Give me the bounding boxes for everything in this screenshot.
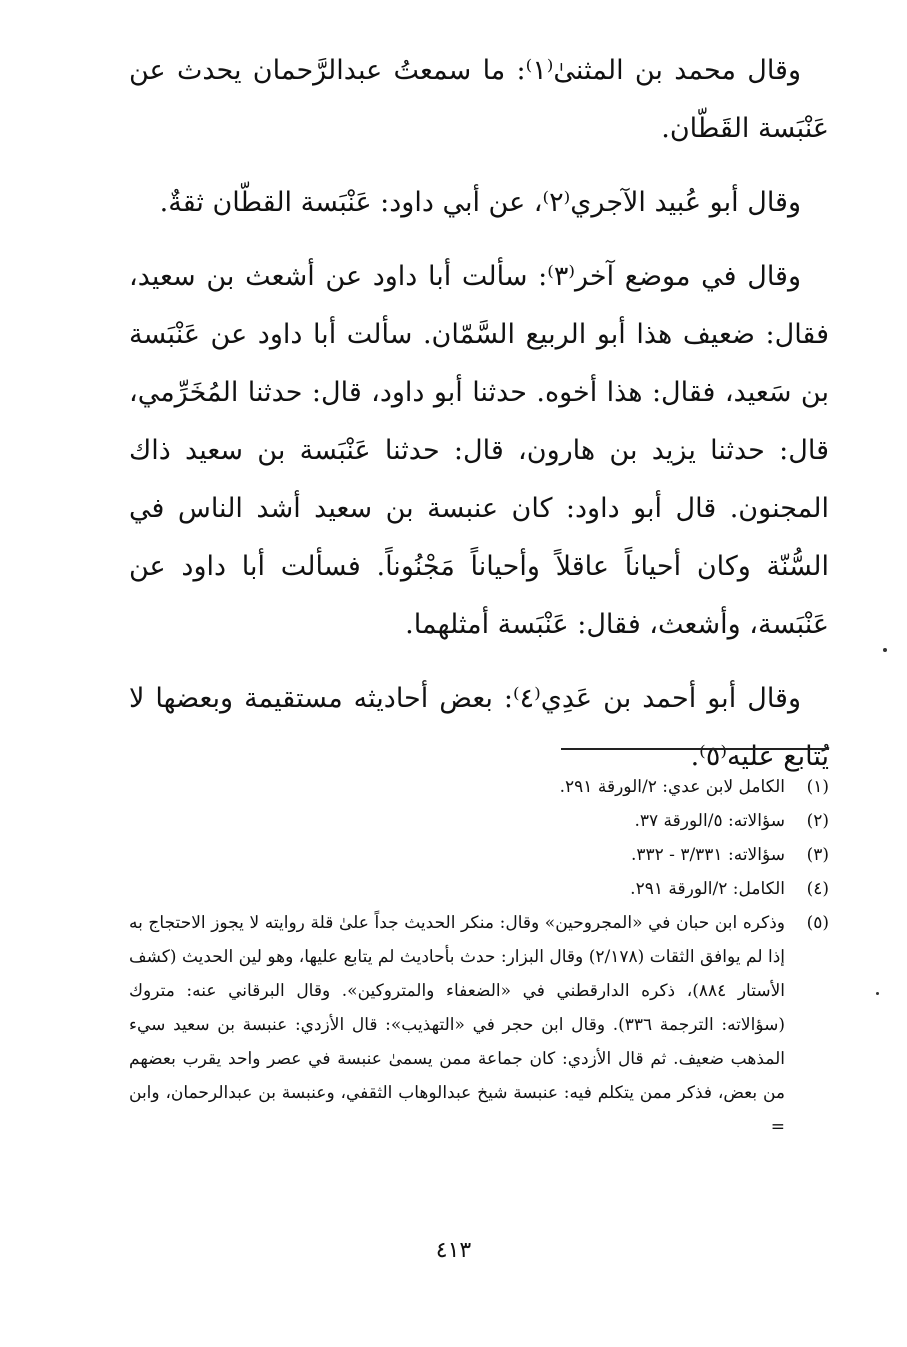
paragraph-2: وقال أبو عُبيد الآجري⁽٢⁾، عن أبي داود: عَنْبَسة القطّان ثقةٌ. — [159, 187, 801, 218]
footnote-separator — [561, 748, 829, 750]
footnote-text: سؤالاته: ٥/الورقة ٣٧. — [634, 811, 785, 831]
footnote-3 — [129, 838, 829, 872]
footnote-number: (٢) — [806, 811, 829, 831]
footnote-1 — [129, 770, 829, 804]
scan-speck — [876, 992, 879, 995]
footnote-5 — [129, 906, 829, 1144]
footnote-2 — [129, 804, 829, 838]
footnote-text: الكامل: ٢/الورقة ٢٩١. — [630, 879, 785, 899]
footnote-text: الكامل لابن عدي: ٢/الورقة ٢٩١. — [559, 777, 785, 797]
paragraph-1: وقال محمد بن المثنىٰ⁽١⁾: ما سمعتُ عبدالرَّحمان يحدث عن عَنْبَسة القَطّان. — [129, 55, 829, 144]
footnote-number: (٣) — [806, 845, 829, 865]
page-number: ٤١٣ — [435, 1238, 472, 1263]
main-text — [129, 42, 829, 786]
footnote-number: (١) — [806, 777, 829, 797]
footnote-text: سؤالاته: ٣/٣٣١ - ٣٣٢. — [630, 845, 785, 865]
paragraph-3: وقال في موضع آخر⁽٣⁾: سألت أبا داود عن أشعث بن سعيد، فقال: ضعيف هذا أبو الربيع السَّمّان. سألت أبا داود عن عَنْبَسة بن سَعيد، فقال: هذا أخوه. حدثنا أبو داود، قال: حدثنا المُخَرِّمي، قال: حدثنا يزيد بن هارون، قال: حدثنا عَنْبَسة بن سعيد ذاك المجنون. قال أبو داود: كان عنبسة بن سعيد أشد الناس في السُّنّة وكان أحياناً عاقلاً وأحياناً مَجْنُوناً. فسألت أبا داود عن عَنْبَسة، وأشعث، فقال: عَنْبَسة أمثلهما. — [129, 261, 829, 640]
footnote-4 — [129, 872, 829, 906]
paragraph-4: وقال أبو أحمد بن عَدِي⁽٤⁾: بعض أحاديثه مستقيمة وبعضها لا يُتابع عليه⁽٥⁾. — [129, 683, 829, 772]
footnote-number: (٥) — [806, 913, 829, 933]
footnote-text: وذكره ابن حبان في «المجروحين» وقال: منكر الحديث جداً علىٰ قلة روايته لا يجوز الاحتجاج به إذا لم يوافق الثقات (٢/١٧٨) وقال البزار: حدث بأحاديث لم يتابع عليها، وهو لين الحديث (كشف الأستار ٨٨٤)، ذكره الدارقطني في «الضعفاء والمتروكين». وقال البرقاني عنه: متروك (سؤالاته: الترجمة ٣٣٦). وقال ابن حجر في «التهذيب»: قال الأزدي: عنبسة بن سعيد سيء المذهب ضعيف. ثم قال الأزدي: كان جماعة ممن يسمىٰ عنبسة في عصر واحد يقرب بعضهم من بعض، فذكر ممن يتكلم فيه: عنبسة شيخ عبدالوهاب الثقفي، وعنبسة بن عبدالرحمان، وابن = — [129, 913, 785, 1137]
scan-speck — [883, 648, 887, 652]
footnote-number: (٤) — [806, 879, 829, 899]
footnotes — [129, 770, 829, 1144]
